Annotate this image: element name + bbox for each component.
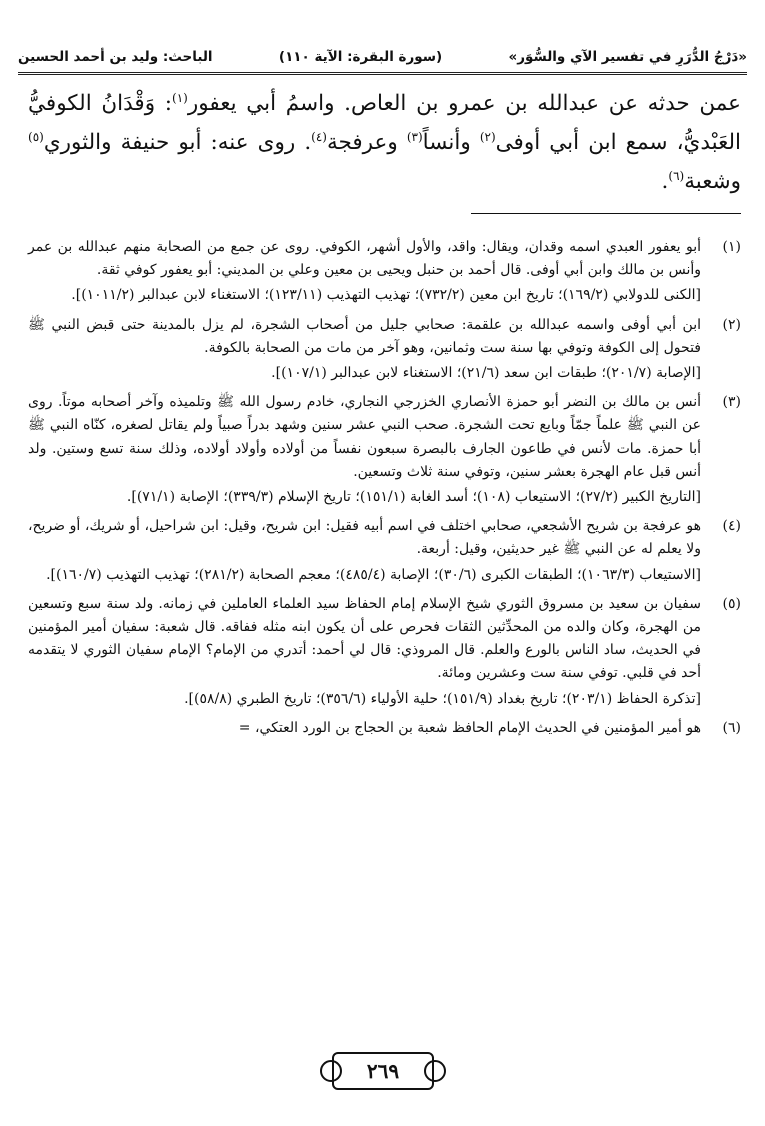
footnote-number: (١): [722, 239, 741, 255]
researcher-name: الباحث: وليد بن أحمد الحسين: [18, 49, 213, 65]
footnote-sources: [التاريخ الكبير (٢٧/٢)؛ الاستيعاب (١٠٨)؛ أسد الغابة (١٥١/١)؛ تاريخ الإسلام (٣٣٩/٣)؛ الإصابة (٧١/١)].: [126, 489, 701, 506]
footnote-text: ابن أبي أوفى واسمه عبدالله بن علقمة: صحابي جليل من أصحاب الشجرة، لم يزل بالمدينة حتى قبض النبي ﷺ فتحول إلى الكوفة وتوفي بها سنة ست وثمانين، وهو آخر من مات من الصحابة بالكوفة.: [28, 316, 701, 356]
footnote-ref-6[interactable]: (٦): [668, 168, 685, 183]
footnote-sources: [تذكرة الحفاظ (٢٠٣/١)؛ تاريخ بغداد (١٥١/٩)؛ حلية الأولياء (٣٥٦/٦)؛ تاريخ الطبري (٥٨/٨)].: [184, 690, 701, 707]
footnote-ref-3[interactable]: (٣): [406, 129, 423, 144]
footnote-6: [28, 717, 741, 740]
footnote-text: أنس بن مالك بن النضر أبو حمزة الأنصاري الخزرجي النجاري، خادم رسول الله ﷺ وتلميذه وآخر أصحابه موتاً. روى عن النبي ﷺ علماً جمّاً وبايع تحت الشجرة. صحب النبي عشر سنين وشهد بدراً صبياً ولم يقاتل لصغره، كنّاه النبي ﷺ أبا حمزة. مات لأنس في طاعون الجارف بالبصرة سبعون نفساً من أولاده وأولاد أولاده، وذلك سنة تسع وستين. ولد أنس قبل عام الهجرة بعشر سنين، وتوفي سنة ثلاث وتسعين.: [28, 394, 701, 480]
footnote-3: [28, 391, 741, 509]
footnote-1: [28, 236, 741, 308]
surah-reference: (سورة البقرة: الآية ١١٠): [278, 49, 443, 65]
footnote-text: هو أمير المؤمنين في الحديث الإمام الحافظ شعبة بن الحجاج بن الورد العتكي، =: [238, 719, 701, 736]
footnote-sources: [الاستيعاب (١٠٦٣/٣)؛ الطبقات الكبرى (٣٠/٦)؛ الإصابة (٤٨٥/٤)؛ معجم الصحابة (٢٨١/٢)؛ تهذيب التهذيب (١٦٠/٧)].: [46, 566, 701, 583]
footnote-5: [28, 593, 741, 711]
footnote-text: سفيان بن سعيد بن مسروق الثوري شيخ الإسلام إمام الحفاظ سيد العلماء العاملين في زمانه. ولد سنة سبع وتسعين من الهجرة، وكان والده من المحدِّثين الثقات فحرص على أن يكون ابنه مثله ففاقه. قال شعبة: سفيان أمير المؤمنين في الحديث، ساد الناس بالورع والعلم. قال المروذي: قال لي أحمد: أتدري من الإمام؟ الإمام سفيان الثوري لا يتقدمه أحد في قلبي. توفي سنة ست وعشرين ومائة.: [28, 595, 702, 682]
footnote-number: (٤): [722, 518, 741, 535]
page-number: ٢٦٩: [332, 1052, 434, 1090]
footnote-sources: [الإصابة (٢٠١/٧)؛ طبقات ابن سعد (٢١/٦)؛ الاستغناء لابن عبدالبر (١٠٧/١)].: [271, 365, 701, 382]
main-paragraph: عمن حدثه عن عبدالله بن عمرو بن العاص. واسمُ أبي يعفور$^{(١)}$: وَقْدَانُ الكوفيُّ العَبْديُّ، سمع ابن أبي أوفى$^{(٢)}$ وأنساً$^{(٣)}$ وعرفجة$^{(٤)}$. روى عنه: أبو حنيفة والثوري$^{(٥)}$ وشعبة$^{(٦)}$.: [28, 90, 742, 194]
footnotes: [28, 236, 741, 746]
book-title: «دَرْجُ الدُّرَرِ في تفسير الآي والسُّوَر»: [508, 49, 747, 65]
footnote-2: [28, 314, 741, 386]
footnote-ref-1[interactable]: (١): [172, 90, 188, 105]
footnote-number: (٢): [722, 316, 741, 333]
footnote-separator: [471, 213, 741, 214]
footnote-4: [28, 515, 741, 587]
footnote-ref-2[interactable]: (٢): [479, 129, 496, 144]
footnote-number: (٦): [722, 719, 741, 736]
main-text: [28, 84, 741, 201]
footnote-number: (٥): [722, 595, 741, 612]
footnote-text: أبو يعفور العبدي اسمه وقدان، ويقال: واقد، والأول أشهر، الكوفي. روى عن جمع من الصحابة منهم عبدالله بن عمر وأنس بن مالك وابن أبي أوفى. قال أحمد بن حنبل ويحيى بن معين وعلي بن المديني: أبو يعفور كوفي ثقة.: [28, 239, 701, 279]
footnote-text: هو عرفجة بن شريح الأشجعي، صحابي اختلف في اسم أبيه فقيل: ابن شريح، وقيل: ابن شراحيل، أو شريك، أو ضريح، ولا يعلم له عن النبي ﷺ غير حديثين، وقيل: أربعة.: [28, 518, 701, 558]
running-header: [18, 42, 747, 75]
footnote-sources: [الكنى للدولابي (١٦٩/٢)؛ تاريخ ابن معين (٧٣٢/٢)؛ تهذيب التهذيب (١٢٣/١١)؛ الاستغناء لابن عبدالبر (١٠١١/٢)].: [71, 287, 701, 304]
footnote-ref-4[interactable]: (٤): [311, 129, 327, 144]
footnote-number: (٣): [722, 394, 741, 411]
footnote-ref-5[interactable]: (٥): [28, 129, 44, 144]
